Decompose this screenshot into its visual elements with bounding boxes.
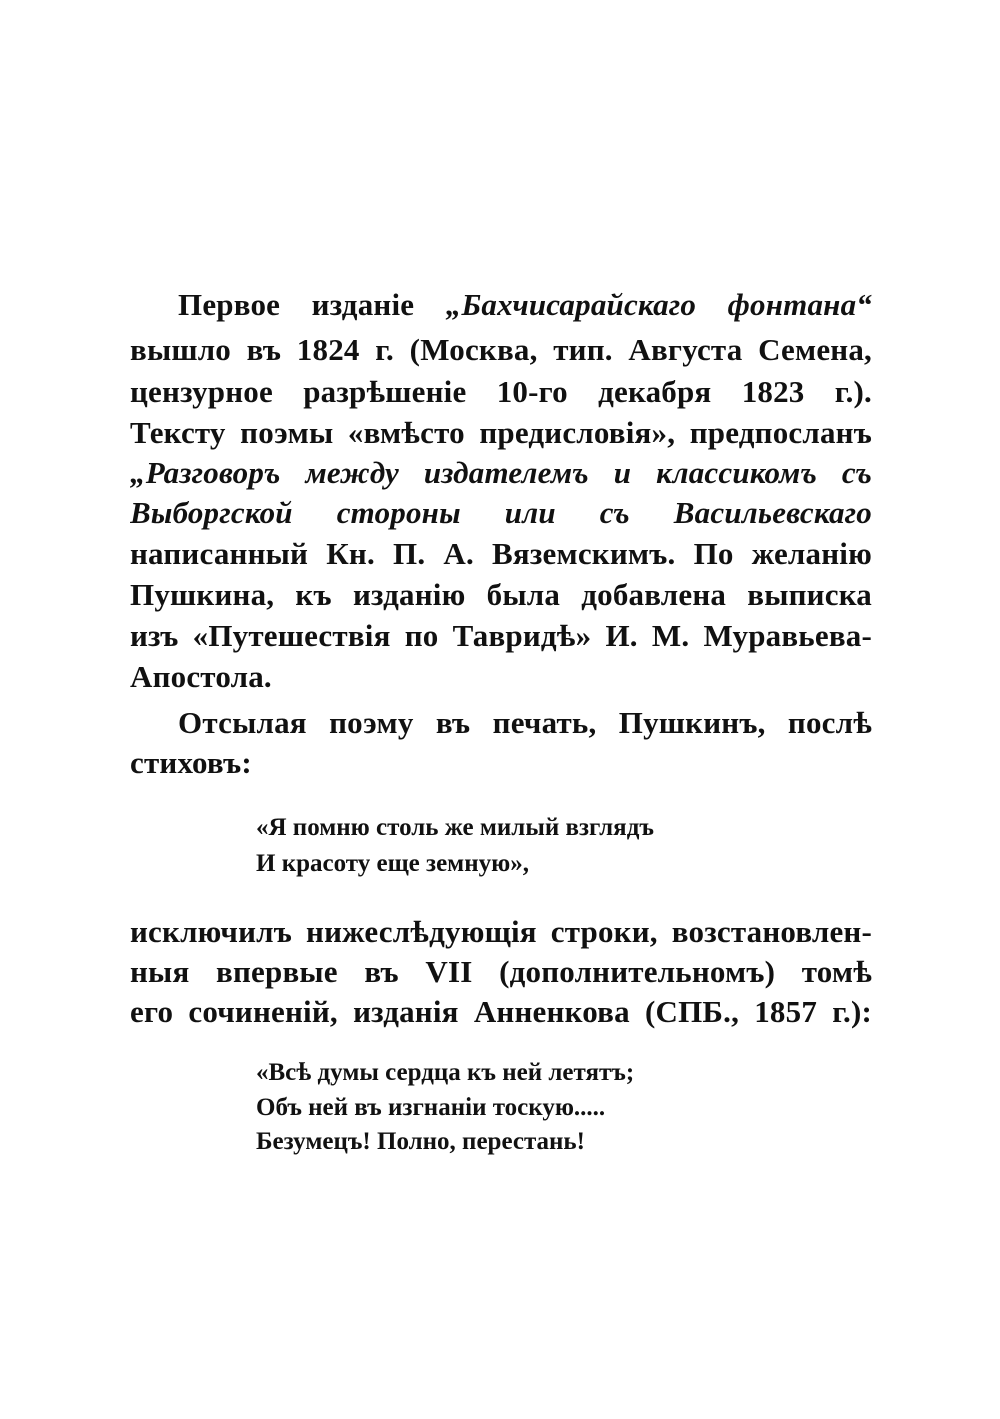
verse-2-line-3: Безумецъ! Полно, перестань! — [256, 1128, 585, 1155]
paragraph-1-line-2: вышло въ 1824 г. (Москва, тип. Августа Семена, — [130, 332, 872, 367]
paragraph-1-line-4: Тексту поэмы «вмѣсто предисловія», предпосланъ — [130, 415, 872, 450]
verse-2-line-1: «Всѣ думы сердца къ ней летятъ; — [256, 1059, 635, 1086]
paragraph-3-line-2: ныя впервые въ VII (дополнительномъ) томѣ — [130, 954, 872, 989]
paragraph-1-line-8: Пушкина, къ изданію была добавлена выписка — [130, 577, 872, 612]
text-run: Первое изданіе — [178, 287, 446, 322]
paragraph-1-line-1 — [178, 286, 872, 324]
paragraph-1-line-10: Апостола. — [130, 659, 272, 694]
paragraph-3-line-1: исключилъ нижеслѣдующія строки, возстановлен- — [130, 914, 872, 949]
paragraph-1-line-6: Выборгской стороны или съ Васильевскаго — [130, 495, 872, 530]
paragraph-2-line-2: стиховъ: — [130, 745, 252, 780]
verse-2-line-2: Объ ней въ изгнаніи тоскую..... — [256, 1094, 606, 1121]
paragraph-1-line-3: цензурное разрѣшеніе 10-го декабря 1823 г.). — [130, 374, 872, 409]
paragraph-1-line-9: изъ «Путешествія по Тавридѣ» И. М. Муравьева- — [130, 618, 872, 653]
paragraph-2-line-1: Отсылая поэму въ печать, Пушкинъ, послѣ — [178, 705, 872, 740]
paragraph-3-line-3: его сочиненій, изданія Анненкова (СПБ., 1857 г.): — [130, 994, 872, 1029]
title-italic: „Бахчисарайскаго фонтана“ — [445, 287, 872, 322]
verse-1-line-2: И красоту еще земную», — [256, 850, 529, 877]
paragraph-1-line-7: написанный Кн. П. А. Вяземскимъ. По желанію — [130, 536, 872, 571]
paragraph-1-line-5: „Разговоръ между издателемъ и классикомъ съ — [130, 455, 872, 490]
verse-1-line-1: «Я помню столь же милый взглядъ — [256, 814, 654, 841]
